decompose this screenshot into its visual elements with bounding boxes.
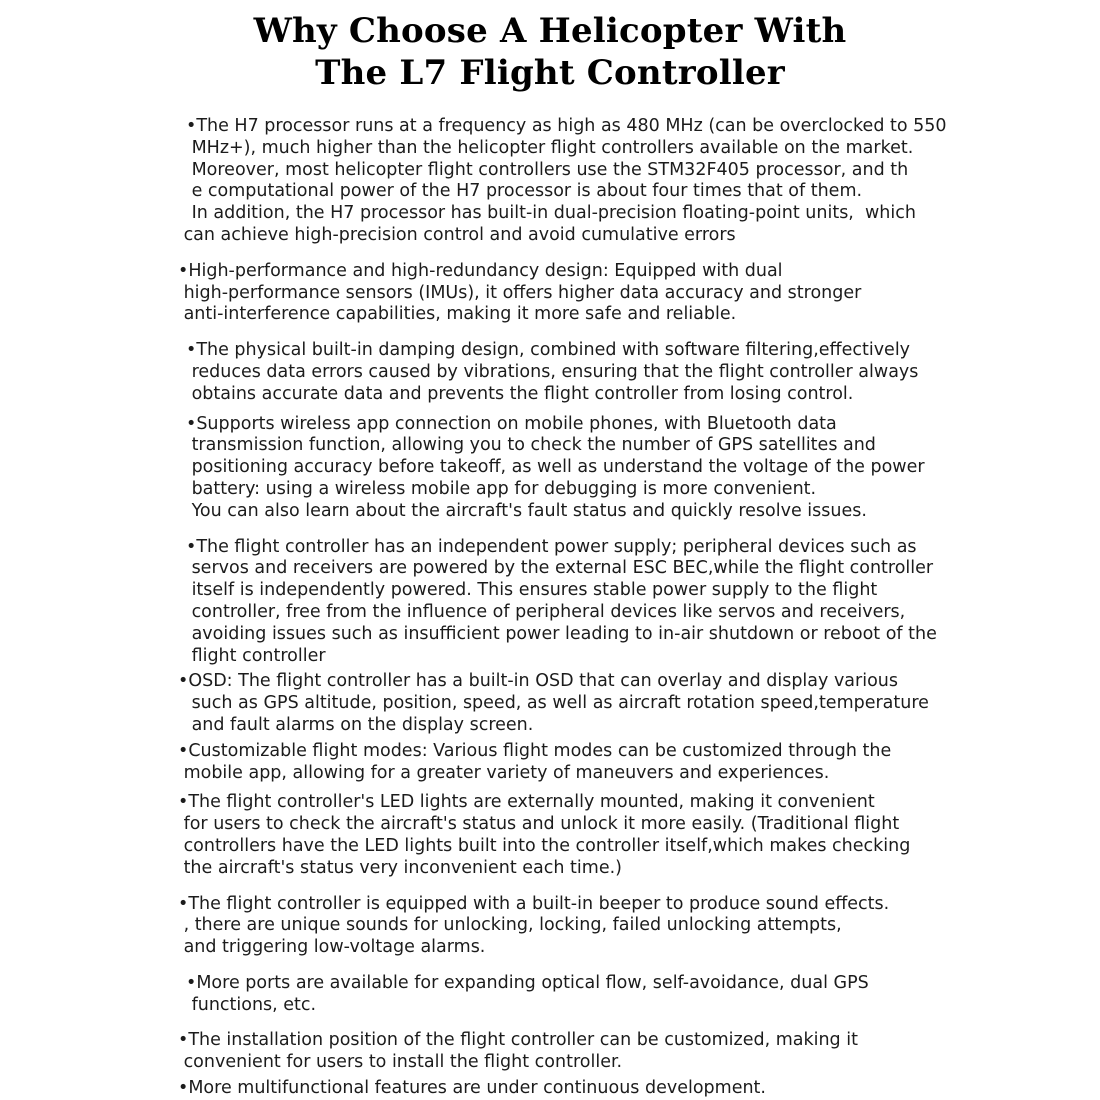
bullet-item-h7-processor [178,116,950,247]
bullet-line: •The flight controller has an independent power supply; peripheral devices such as [186,536,917,557]
bullet-line: battery: using a wireless mobile app for debugging is more convenient. [186,478,817,499]
bullet-line: itself is independently powered. This ensures stable power supply to the flight [186,580,878,601]
bullet-line: and fault alarms on the display screen. [186,714,534,735]
bullet-line: such as GPS altitude, position, speed, as well as aircraft rotation speed,temperature [186,693,929,714]
bullet-line: •The flight controller is equipped with a built-in beeper to produce sound effects. [178,893,890,914]
bullet-line: You can also learn about the aircraft's fault status and quickly resolve issues. [186,500,867,521]
bullet-line: •The physical built-in damping design, combined with software filtering,effectively [186,340,911,361]
bullet-line: anti-interference capabilities, making it more safe and reliable. [178,304,737,325]
bullet-item-independent-power-supply [178,537,950,668]
bullet-line: flight controller [186,645,326,666]
bullet-line: for users to check the aircraft's status and unlock it more easily. (Traditional flight [178,814,900,835]
bullet-item-installation-position [178,1030,950,1074]
bullet-line: avoiding issues such as insufficient power leading to in-air shutdown or reboot of the [186,623,937,644]
bullet-line: controller, free from the influence of peripheral devices like servos and receivers, [186,601,906,622]
bullet-line: •The H7 processor runs at a frequency as high as 480 MHz (can be overclocked to 550 [186,116,947,136]
bullet-line: positioning accuracy before takeoff, as well as understand the voltage of the power [186,457,925,478]
bullet-item-high-performance-redundancy [178,261,950,326]
bullet-line: high-performance sensors (IMUs), it offers higher data accuracy and stronger [178,282,862,303]
bullet-line: In addition, the H7 processor has built-in dual-precision floating-point units, which [186,203,916,224]
bullet-line: •More ports are available for expanding optical flow, self-avoidance, dual GPS [186,972,869,993]
bullet-item-more-features [178,1078,950,1100]
bullet-item-wireless-app [178,414,950,523]
bullet-line: and triggering low-voltage alarms. [178,937,486,958]
bullet-line: controllers have the LED lights built into the controller itself,which makes checking [178,835,911,856]
title-line-1: Why Choose A Helicopter With [253,11,847,51]
bullet-line: , there are unique sounds for unlocking, locking, failed unlocking attempts, [178,915,842,936]
bullet-item-beeper [178,894,950,959]
bullet-line: •The flight controller's LED lights are externally mounted, making it convenient [178,792,875,813]
bullet-line: •Customizable flight modes: Various flight modes can be customized through the [178,740,892,761]
bullet-line: •The installation position of the flight controller can be customized, making it [178,1030,858,1051]
bullet-line: MHz+), much higher than the helicopter flight controllers available on the market. [186,137,914,158]
bullet-line: mobile app, allowing for a greater variety of maneuvers and experiences. [178,762,830,783]
bullet-line: the aircraft's status very inconvenient each time.) [178,857,622,878]
bullet-item-led-lights [178,792,950,879]
bullet-line: •OSD: The flight controller has a built-in OSD that can overlay and display various [178,671,898,692]
bullet-line: transmission function, allowing you to check the number of GPS satellites and [186,435,876,456]
bullet-line: reduces data errors caused by vibrations, ensuring that the flight controller always [186,361,919,382]
bullet-item-osd [178,671,950,736]
bullet-line: e computational power of the H7 processor is about four times that of them. [186,181,863,202]
bullet-item-damping-design [178,340,950,405]
bullet-line: Moreover, most helicopter flight controllers use the STM32F405 processor, and th [186,159,909,180]
bullet-line: obtains accurate data and prevents the flight controller from losing control. [186,383,854,404]
bullet-line: servos and receivers are powered by the external ESC BEC,while the flight controller [186,558,934,579]
bullet-list [0,116,1100,1100]
bullet-item-customizable-flight-modes [178,741,950,785]
bullet-line: can achieve high-precision control and avoid cumulative errors [178,224,736,245]
bullet-line: •Supports wireless app connection on mobile phones, with Bluetooth data [186,413,837,434]
bullet-line: functions, etc. [186,994,317,1015]
title-line-2: The L7 Flight Controller [315,53,785,93]
bullet-line: •More multifunctional features are under continuous development. [178,1078,766,1099]
bullet-item-more-ports [178,973,950,1017]
bullet-line: •High-performance and high-redundancy design: Equipped with dual [178,260,783,281]
bullet-line: convenient for users to install the flight controller. [178,1052,623,1073]
page-title [0,0,1100,94]
